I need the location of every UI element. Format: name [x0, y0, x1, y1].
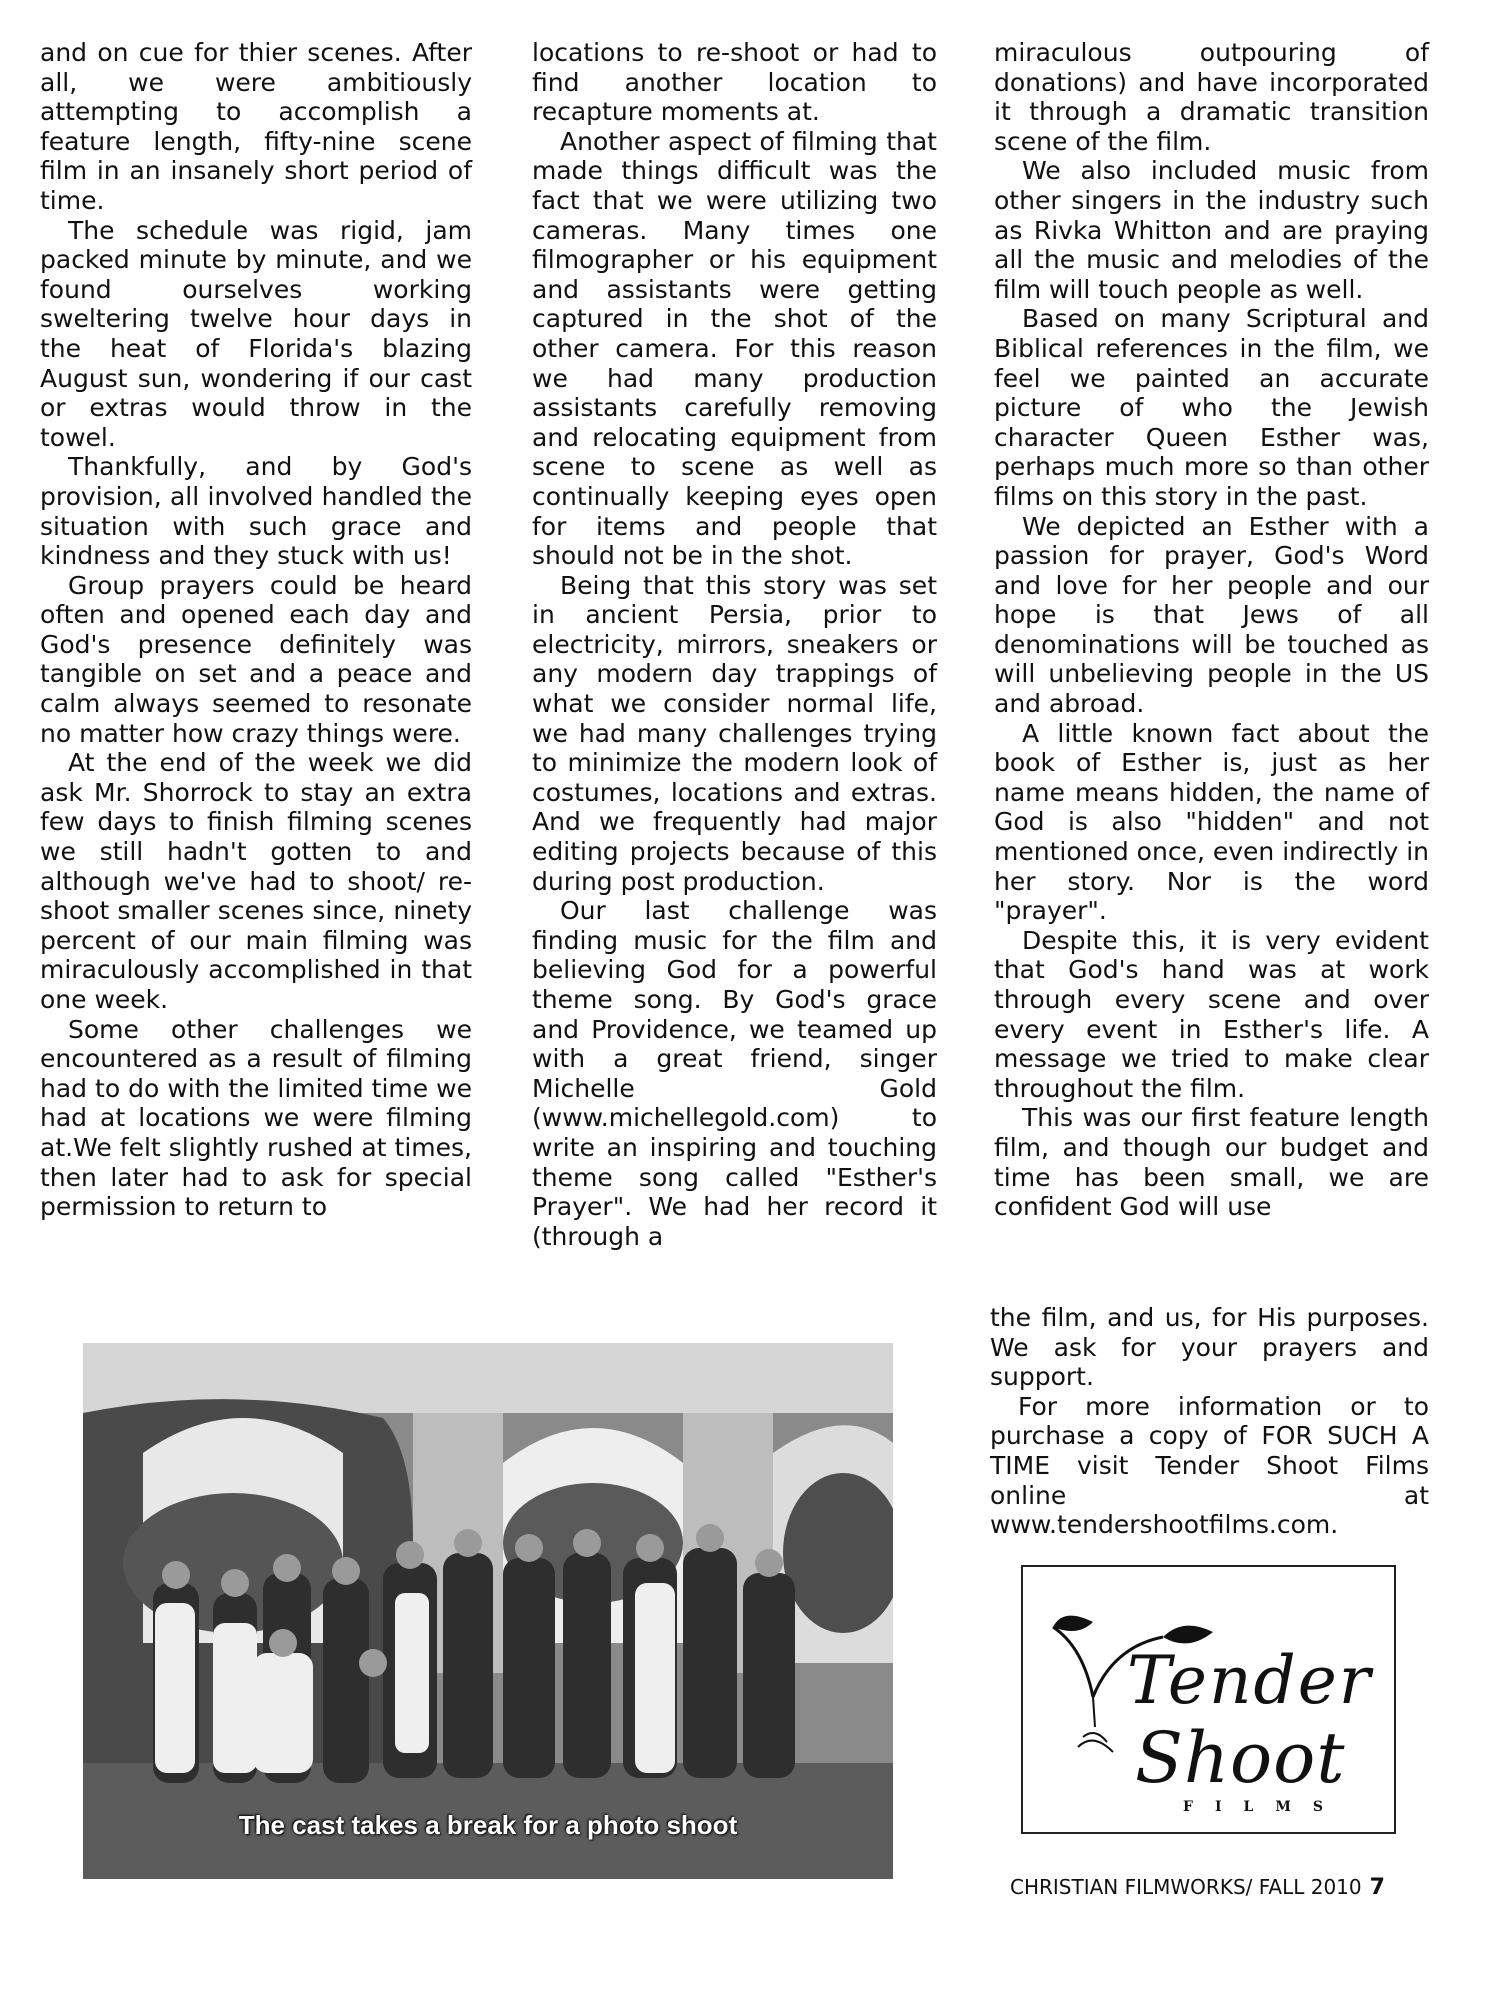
paragraph: locations to re-shoot or had to find another location to recapture moments at.: [532, 38, 937, 127]
paragraph: Despite this, it is very evident that God's hand was at work through every scene and over every event in Esther's life. A message we tried to make clear throughout the film.: [994, 925, 1429, 1103]
paragraph: Group prayers could be heard often and opened each day and God's presence definitely was tangible on set and a peace and calm always seemed to resonate no matter how crazy things were.: [40, 570, 472, 748]
paragraph: For more information or to purchase a copy of FOR SUCH A TIME visit Tender Shoot Films online at www.tendershootfilms.com.: [990, 1391, 1429, 1540]
article-column-3-bottom: [990, 1303, 1429, 1540]
paragraph: Based on many Scriptural and Biblical references in the film, we feel we painted an accurate picture of who the Jewish character Queen Esther was, perhaps much more so than other films on this story in the past.: [994, 304, 1429, 511]
logo-word-shoot: Shoot: [1135, 1717, 1346, 1799]
paragraph: and on cue for thier scenes. After all, we were ambitiously attempting to accomplish a feature length, fifty-nine scene film in an insanely short period of time.: [40, 38, 472, 215]
paragraph: A little known fact about the book of Esther is, just as her name means hidden, the name of God is also "hidden" and not mentioned once, even indirectly in her story. Nor is the word "prayer".: [994, 718, 1429, 926]
paragraph: the film, and us, for His purposes. We ask for your prayers and support.: [990, 1303, 1429, 1392]
paragraph: We also included music from other singers in the industry such as Rivka Whitton and are praying all the music and melodies of the film will touch people as well.: [994, 156, 1429, 304]
paragraph: Another aspect of filming that made things difficult was the fact that we were utilizing two cameras. Many times one filmographer or his equipment and assistants were getting captured in the shot of the other camera. For this reason we had many production assistants carefully removing and relocating equipment from scene to scene as well as continually keeping eyes open for items and people that should not be in the shot.: [532, 126, 937, 571]
logo-word-films: FILMS: [1183, 1799, 1345, 1815]
paragraph: This was our first feature length film, and though our budget and time has been small, we are confident God will use: [994, 1103, 1429, 1222]
paragraph: Our last challenge was finding music for the film and believing God for a powerful theme song. By God's grace and Providence, we teamed up with a great friend, singer Michelle Gold (www.michellegold.com) to write an inspiring and touching theme song called "Esther's Prayer". We had her record it (through a: [532, 896, 937, 1251]
photo-caption: The cast takes a break for a photo shoot: [238, 1810, 738, 1840]
article-column-2: [532, 38, 937, 1251]
paragraph: Thankfully, and by God's provision, all involved handled the situation with such grace and kindness and they stuck with us!: [40, 452, 472, 571]
tender-shoot-films-logo: [1021, 1565, 1396, 1834]
page-number: 7: [1369, 1875, 1385, 1900]
paragraph: miraculous outpouring of donations) and have incorporated it through a dramatic transition scene of the film.: [994, 38, 1429, 156]
paragraph: Being that this story was set in ancient Persia, prior to electricity, mirrors, sneakers or any modern day trappings of what we consider normal life, we had many challenges trying to minimize the modern look of costumes, locations and extras. And we frequently had major editing projects because of this during post production.: [532, 570, 937, 896]
paragraph: We depicted an Esther with a passion for prayer, God's Word and love for her people and our hope is that Jews of all denominations will be touched as will unbelieving people in the US and abroad.: [994, 511, 1429, 719]
logo-word-tender: Tender: [1127, 1642, 1373, 1719]
page-footer: [1010, 1875, 1385, 1900]
paragraph: At the end of the week we did ask Mr. Shorrock to stay an extra few days to finish filming scenes we still hadn't gotten to and although we've had to shoot/ re-shoot smaller scenes since, ninety percent of our main filming was miraculously accomplished in that one week.: [40, 748, 472, 1014]
cast-photo: [83, 1343, 893, 1879]
article-column-1: [40, 38, 472, 1222]
paragraph: The schedule was rigid, jam packed minute by minute, and we found ourselves working sweltering twelve hour days in the heat of Florida's blazing August sun, wondering if our cast or extras would throw in the towel.: [40, 215, 472, 452]
paragraph: Some other challenges we encountered as a result of filming had to do with the limited time we had at locations we were filming at.We felt slightly rushed at times, then later had to ask for special permission to return to: [40, 1014, 472, 1222]
cast-photo-illustration: [83, 1343, 893, 1879]
publication-name: CHRISTIAN FILMWORKS/ FALL 2010: [1010, 1875, 1362, 1899]
article-column-3-top: [994, 38, 1429, 1222]
